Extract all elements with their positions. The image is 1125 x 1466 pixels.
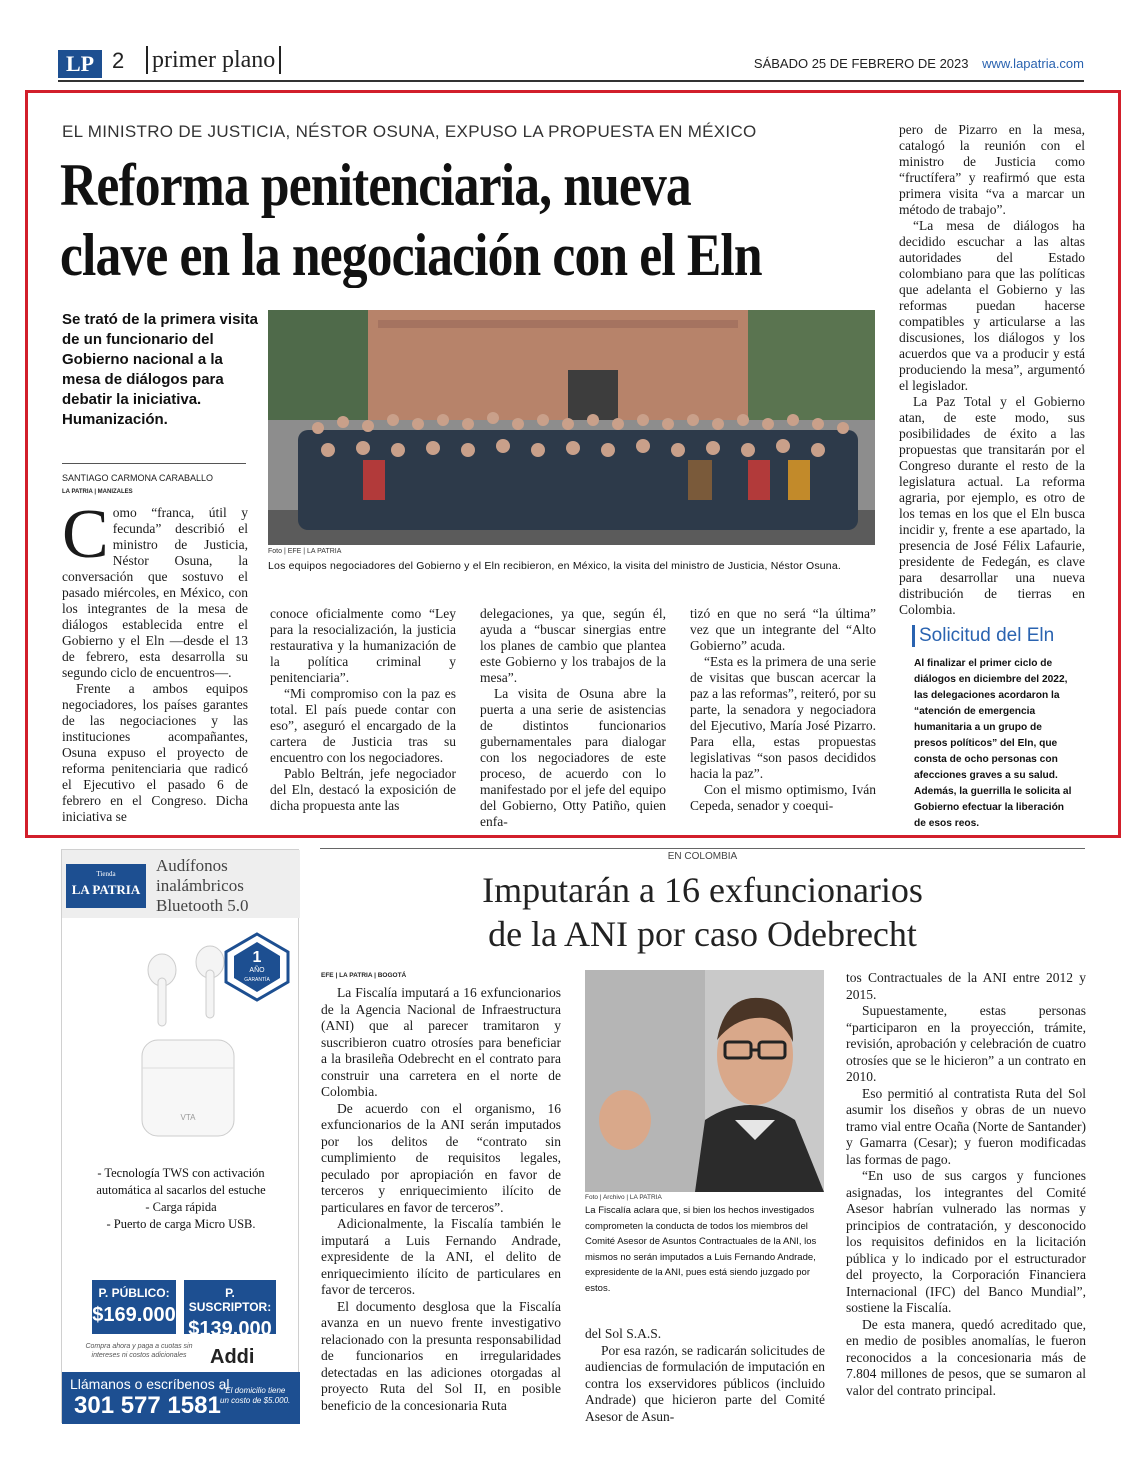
second-article-column-2	[585, 1326, 825, 1425]
earbuds-brand: VTA	[180, 1113, 196, 1122]
subscriber-price-value: $139.000	[188, 1318, 272, 1340]
addi-logo: Addi	[210, 1346, 255, 1368]
header-rule	[58, 80, 1084, 82]
second-article-headline	[320, 868, 1085, 956]
drop-cap: C	[62, 496, 109, 573]
badge-text: AÑO	[249, 967, 265, 974]
paragraph: Por esa razón, se radicarán solicitudes de audiencias de formulación de imputación en contra los exservidores públicos (incluido Andrade) que hicieron parte del Comité Asesor de Asun-	[585, 1342, 825, 1424]
earbuds-image	[132, 940, 242, 1150]
paragraph: pero de Pizarro en la mesa, catalogó la reunión con el ministro de Justicia como “fructífera” y reafirmó que esta primera visita “va a marcar un método de trabajo”.	[899, 122, 1085, 217]
article-column-4	[690, 606, 876, 814]
article-byline: SANTIAGO CARMONA CARABALLO	[62, 473, 214, 483]
ad-title: Audífonos inalámbricos Bluetooth 5.0	[156, 856, 249, 915]
section-name: primer plano	[146, 46, 281, 74]
badge-sub: GARANTÍA	[244, 977, 270, 983]
paragraph: Con el mismo optimismo, Iván Cepeda, senador y coequi-	[690, 782, 876, 813]
paragraph: Adicionalmente, la Fiscalía también le imputará a Luis Fernando Andrade, expresidente de la ANI, el delito de enriquecimiento ilícito de particulares en favor de terceros.	[321, 1216, 561, 1297]
store-logo	[66, 864, 146, 908]
paragraph: Supuestamente, estas personas “participaron en la proyección, trámite, revisión, aprobación y celebración de cuatro otrosíes que se le hicieron” a un contrato en 2010.	[846, 1003, 1086, 1084]
group-photo-image	[268, 310, 875, 545]
feature-item: - Puerto de carga Micro USB.	[106, 1217, 256, 1231]
article-column-3	[480, 606, 666, 830]
ad-contact-bar	[62, 1372, 300, 1424]
photo-credit: Foto | EFE | LA PATRIA	[268, 548, 342, 555]
delivery-note: * El domicilio tiene un costo de $5.000.	[220, 1386, 291, 1405]
phone-number[interactable]: 301 577 1581	[74, 1392, 221, 1419]
paragraph: El documento desglosa que la Fiscalía avanza en un nuevo frente investigativo relacionado con la presunta responsabilidad de funcionarios en irregularidades detectadas en las adiciones otorgadas al proyecto Ruta del Sol II, en posible beneficio de la concesionaria Ruta	[321, 1298, 561, 1413]
store-logo-name: LA PATRIA	[71, 882, 141, 897]
second-article-column-1	[321, 985, 561, 1414]
article-dek: Se trató de la primera visita de un funcionario del Gobierno nacional a la mesa de diálogos para debatir la iniciativa. Humanización.	[62, 311, 258, 428]
paragraph: Pablo Beltrán, jefe negociador del Eln, destacó la exposición de dicha propuesta ante las	[270, 766, 456, 813]
byline-place: LA PATRIA | MANIZALES	[62, 489, 133, 495]
public-price-value: $169.000	[92, 1304, 176, 1326]
store-logo-small: Tienda	[96, 870, 116, 878]
public-price-box	[92, 1280, 176, 1334]
subscriber-price-box	[184, 1280, 276, 1340]
portrait-image	[585, 970, 824, 1192]
feature-item: - Carga rápida	[145, 1200, 217, 1214]
paragraph: La visita de Osuna abre la puerta a una serie de asistencias de distintos funcionarios gubernamentales para dialogar con los negociadores de este proceso, de acuerdo con lo manifestado por el jefe del equipo del Gobierno, Otty Patiño, quien enfa-	[480, 686, 666, 829]
paragraph: La Fiscalía imputará a 16 exfuncionarios de la Agencia Nacional de Infraestructura (ANI) que al parecer tramitaron y suscribieron cuatro otrosíes para beneficiar a la brasileña Odebrecht en el contrato para construir una carretera en el norte de Colombia.	[321, 985, 561, 1099]
ad-header	[62, 850, 300, 918]
headline-line-1: Reforma penitenciaria, nueva	[60, 152, 691, 218]
article-headline	[60, 150, 765, 290]
subscriber-price-label: P. SUSCRIPTOR:	[188, 1286, 272, 1314]
paragraph: conoce oficialmente como “Ley para la resocialización, la justicia restaurativa y la humanización de la política criminal y penitenciaria”.	[270, 606, 456, 685]
paragraph: Frente a ambos equipos negociadores, los países garantes de las negociaciones y las instituciones acompañantes, Osuna expuso el proyecto de reforma penitenciaria que radicó el Ejecutivo el pasado 6 de febrero en el Congreso. Dicha iniciativa se	[62, 681, 248, 824]
addi-text: Compra ahora y paga a cuotas sin intereses ni costos adicionales	[85, 1343, 193, 1359]
call-text: Llámanos o escríbenos al	[70, 1376, 230, 1392]
site-url-link[interactable]: www.lapatria.com	[982, 56, 1084, 71]
paragraph: De esta manera, quedó acreditado que, en medio de posibles anomalías, le fueron reconocidos a la concesionaria más de 7.804 millones de pesos, que se sumaron al valor del contrato principal.	[846, 1316, 1086, 1398]
section-tag: EN COLOMBIA	[320, 848, 1085, 862]
headline-line-2: de la ANI por caso Odebrecht	[488, 914, 917, 954]
product-advertisement	[61, 849, 299, 1423]
issue-date: SÁBADO 25 DE FEBRERO DE 2023	[753, 56, 969, 71]
paragraph: La Paz Total y el Gobierno atan, de este modo, sus posibilidades de éxito a las propuestas que transitarán por el Congreso durante el resto de la legislatura actual. La reforma agraria, por ejemplo, es otro de los temas en los que el Eln busca incidir y, frente a ese apartado, la presencia de José Félix Lafaurie, presidente de Fedegán, es clave para desarrollar una nueva distribución de tierras en Colombia.	[899, 394, 1085, 617]
date-line	[754, 56, 1084, 71]
article-kicker: EL MINISTRO DE JUSTICIA, NÉSTOR OSUNA, EXPUSO LA PROPUESTA EN MÉXICO	[62, 122, 757, 141]
sidebar-body: Al finalizar el primer ciclo de diálogos en diciembre del 2022, las delegaciones acordaron la “atención de emergencia humanitaria a un grupo de presos políticos” del Eln, que consta de ocho personas con afecciones graves a su salud. Además, la guerrilla le solicita al Gobierno efectuar la liberación de esos reos.	[914, 658, 1072, 829]
paragraph-text: omo “franca, útil y fecunda” describió el ministro de Justicia, Néstor Osuna, la conversación que sostuvo el pasado miércoles, en México, con los integrantes de la mesa de diálogos establecida entre el Gobierno y el Eln —desde el 13 de febrero, esta desarrolla su segundo ciclo de encuentros—.	[62, 505, 248, 680]
article-column-5	[899, 122, 1085, 618]
photo-caption: La Fiscalía aclara que, si bien los hechos investigados comprometen la conducta de todos los miembros del Comité Asesor de Asuntos Contractuales de la ANI, los mismos no serán imputados a Luis Fernando Andrade, expresidente de la ANI, pues está siendo juzgado por estos.	[585, 1205, 817, 1294]
portrait-photo	[585, 970, 824, 1192]
paragraph: “En uso de sus cargos y funciones asignadas, los integrantes del Comité Asesor habrían vulnerado las normas y principios de contratación, y desconocido los requisitos definidos en la licitación pública y lo indicado por el estructurador del proyecto, la Corporación Financiera Internacional (IFC) del Banco Mundial”, sostiene la Fiscalía.	[846, 1168, 1086, 1315]
photo-credit: Foto | Archivo | LA PATRIA	[585, 1194, 662, 1201]
badge-number: 1	[252, 949, 262, 966]
headline-line-2: clave en la negociación con el Eln	[60, 222, 762, 288]
headline-line-1: Imputarán a 16 exfuncionarios	[482, 870, 923, 910]
paragraph: del Sol S.A.S.	[585, 1326, 662, 1341]
second-article-byline: EFE | LA PATRIA | BOGOTÁ	[321, 972, 407, 979]
second-article-column-3	[846, 970, 1086, 1399]
paragraph: “Mi compromiso con la paz es total. El país puede contar con eso”, aseguró el encargado de la cartera de Justicia tras su encuentro con los negociadores.	[270, 686, 456, 765]
paragraph: Eso permitió al contratista Ruta del Sol asumir los diseños y obras de un nuevo tramo vial entre Ocaña (Norte de Santander) y Gamarra (Cesar); y fueron modificadas las formas de pago.	[846, 1085, 1086, 1167]
paragraph: “Esta es la primera de una serie de visitas que buscan acercar la paz a las reformas”, reiteró, por su parte, la senadora y negociadora del Ejecutivo, María José Pizarro. Para ella, estas propuestas legislativas “son pasos decididos hacia la paz”.	[690, 654, 876, 781]
group-photo	[268, 310, 875, 545]
paragraph: tizó en que no será “la última” vez que un integrante del “Alto Gobierno” acuda.	[690, 606, 876, 653]
paragraph: delegaciones, ya que, según él, ayuda a “buscar sinergias entre los planes de cambio que plantea este Gobierno y los trabajos de la mesa”.	[480, 606, 666, 685]
photo-caption: Los equipos negociadores del Gobierno y el Eln recibieron, en México, la visita del ministro de Justicia, Néstor Osuna.	[268, 560, 841, 572]
dek-divider	[62, 463, 246, 464]
page-number: 2	[112, 48, 125, 73]
paragraph	[62, 496, 248, 681]
paragraph: De acuerdo con el organismo, 16 exfuncionarios de la ANI serán imputados por los delitos de “contrato sin cumplimiento de requisitos legales, peculado por apropiación en favor de terceros y enriquecimiento ilícito de particulares en favor de terceros”.	[321, 1100, 561, 1215]
ad-features	[72, 1165, 290, 1233]
sidebar-title: Solicitud del Eln	[912, 625, 1054, 647]
paragraph: “La mesa de diálogos ha decidido escuchar a las altas autoridades del Estado colombiano para que las políticas que adelanta el Gobierno y las reformas puedan hacerse compatibles y articularse a las discusiones, los diálogos y los acuerdos que va a producir y está produciendo la mesa”, argumentó el legislador.	[899, 218, 1085, 393]
paragraph: tos Contractuales de la ANI entre 2012 y 2015.	[846, 970, 1086, 1002]
newspaper-logo: LP	[58, 50, 102, 78]
feature-item: - Tecnología TWS con activación automática al sacarlos del estuche	[96, 1166, 266, 1197]
public-price-label: P. PÚBLICO:	[98, 1286, 170, 1300]
article-column-1	[62, 496, 248, 825]
article-column-2	[270, 606, 456, 814]
